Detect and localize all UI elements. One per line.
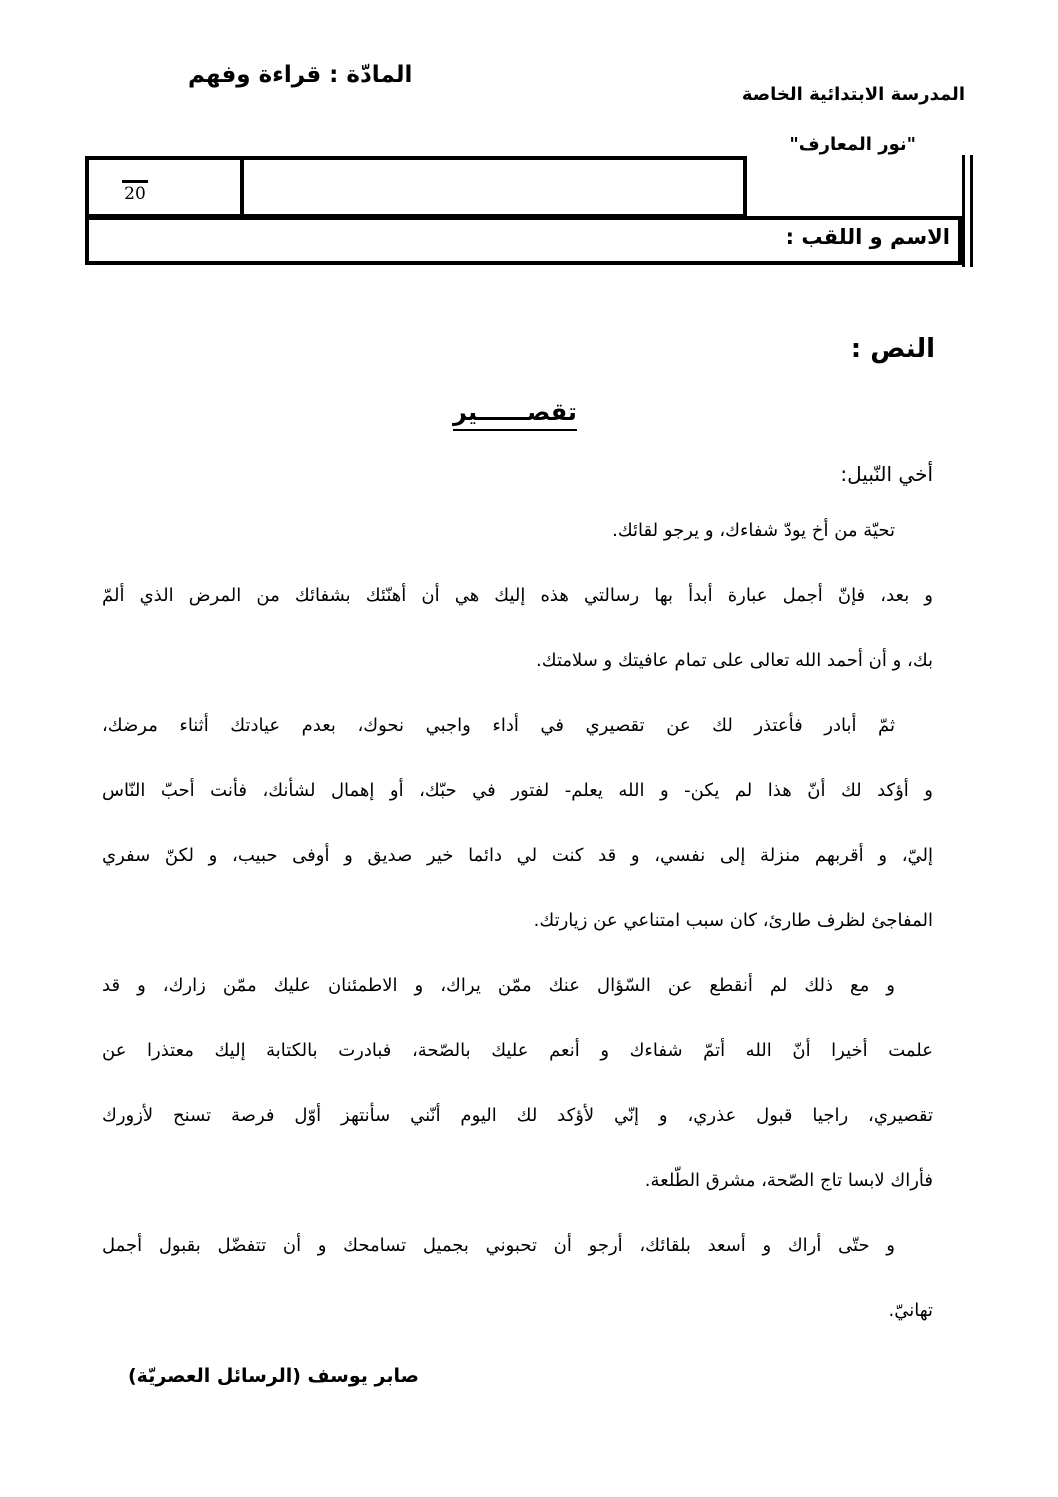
table-right-border-outer: [970, 155, 973, 267]
subject-title: المادّة : قراءة وفهم: [188, 62, 413, 88]
text-line: ثمّ أبادر فأعتذر لك عن تقصيري في أداء واجبي نحوك، بعدم عيادتك أثناء مرضك،: [102, 715, 895, 736]
text-line: فأراك لابسا تاج الصّحة، مشرق الطّلعة.: [644, 1170, 933, 1191]
name-label: الاسم و اللقب :: [785, 225, 950, 249]
text-section-label: النص :: [850, 334, 935, 364]
table-right-border-inner: [962, 155, 965, 267]
text-line: تقصيري، راجيا قبول عذري، و إنّي لأؤكد لك اليوم أنّني سأنتهز أوّل فرصة تسنح لأزورك: [102, 1105, 933, 1126]
signature: صابر يوسف (الرسائل العصريّة): [128, 1365, 419, 1387]
text-line: و مع ذلك لم أنقطع عن السّؤال عنك ممّن يراك، و الاطمئنان عليك ممّن زارك، و قد: [102, 975, 895, 996]
text-line: و حتّى أراك و أسعد بلقائك، أرجو أن تحبوني بجميل تسامحك و أن تتفضّل بقبول أجمل: [102, 1235, 895, 1256]
salutation: أخي النّبيل:: [840, 462, 933, 486]
school-name: المدرسة الابتدائية الخاصة: [741, 84, 965, 105]
text-line: إليّ، و أقربهم منزلة إلى نفسي، و قد كنت لي دائما خير صديق و أوفى حبيب، و لكنّ سفري: [102, 845, 933, 866]
letter-body: [102, 0, 933, 1497]
text-line: تحيّة من أخ يودّ شفاءك، و يرجو لقائك.: [612, 520, 895, 541]
text-line: بك، و أن أحمد الله تعالى على تمام عافيتك و سلامتك.: [536, 650, 933, 671]
text-line: و أؤكد لك أنّ هذا لم يكن- و الله يعلم- لفتور في حبّك، أو إهمال لشأنك، فأنت أحبّ النّاس: [102, 780, 933, 801]
school-subname: "نور المعارف": [789, 134, 916, 155]
text-title: تقصــــــير: [453, 398, 577, 431]
text-line: علمت أخيرا أنّ الله أتمّ شفاءك و أنعم عليك بالصّحة، فبادرت بالكتابة إليك معتذرا عن: [102, 1040, 933, 1061]
text-line: المفاجئ لظرف طارئ، كان سبب امتناعي عن زيارتك.: [533, 910, 933, 931]
text-line: تهانيّ.: [888, 1300, 933, 1321]
score-denominator: 20: [124, 184, 146, 204]
text-line: و بعد، فإنّ أجمل عبارة أبدأ بها رسالتي هذه إليك هي أن أهنّئك بشفائك من المرض الذي ألمّ: [102, 585, 933, 606]
